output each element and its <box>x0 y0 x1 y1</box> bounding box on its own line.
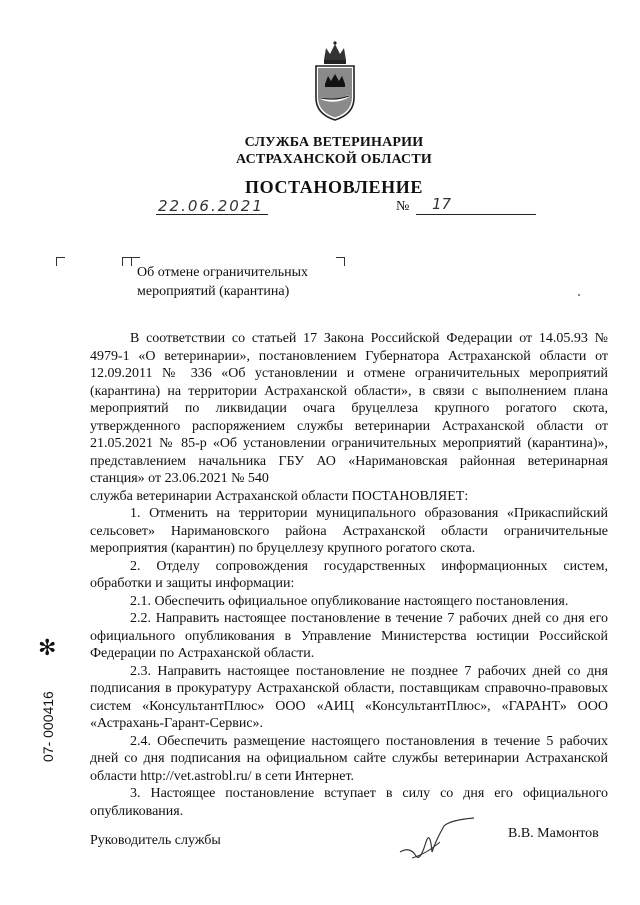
document-type-title: ПОСТАНОВЛЕНИЕ <box>245 177 423 197</box>
org-name-line2: АСТРАХАНСКОЙ ОБЛАСТИ <box>235 152 432 167</box>
clause-2: 2. Отделу сопровождения государственных информационных систем, обработки и защиты информации: <box>90 558 608 591</box>
clause-2-3: 2.3. Направить настоящее постановление не позднее 7 рабочих дней со дня подписания в прокуратуру Астраханской области, поставщикам справочно-правовых систем «КонсультантПлюс» ООО «АИЦ «КонсультантПлюс», «ГАРАНТ» ООО «Астрахань-Гарант-Сервис». <box>90 663 608 731</box>
document-subject <box>137 263 308 301</box>
document-body <box>90 330 608 820</box>
subject-corner-left-a <box>122 257 131 266</box>
number-underline <box>416 214 536 215</box>
clause-2-1: 2.1. Обеспечить официальное опубликование настоящего постановления. <box>130 593 569 609</box>
clause-1: 1. Отменить на территории муниципального образования «Прикаспийский сельсовет» Наримановского района Астраханской области ограничительные мероприятия (карантин) по бруцеллезу крупного рогатого скота. <box>90 506 608 556</box>
subject-corner-right <box>336 257 345 266</box>
scan-speck <box>578 294 580 296</box>
subject-line1: Об отмене ограничительных <box>137 265 309 280</box>
handwritten-signature <box>396 812 476 864</box>
signer-name: В.В. Мамонтов <box>508 826 599 841</box>
document-date: 22.06.2021 <box>158 197 264 215</box>
signer-title: Руководитель службы <box>90 833 221 848</box>
margin-corner-left <box>56 257 65 266</box>
preamble-paragraph: В соответствии со статьей 17 Закона Российской Федерации от 14.05.93 № 4979-1 «О ветеринарии», постановлением Губернатора Астраханской области от 12.09.2011 № 336 «Об установлении и отмене ограничительных мероприятий (карантина) на территории Астраханской области», в связи с выполнением плана мероприятий по ликвидации очага бруцеллеза крупного рогатого скота, утвержденного распоряжением службы ветеринарии Астраханской области от 21.05.2021 № 85-р «Об установлении ограничительных мероприятий (карантина)», представлением начальника ГБУ АО «Наримановская районная ветеринарная станция» от 23.06.2021 № 540 <box>90 331 608 486</box>
margin-star-mark: ✻ <box>38 636 57 661</box>
clause-3: 3. Настоящее постановление вступает в силу со дня его официального опубликования. <box>90 786 608 819</box>
number-sign: № <box>396 199 410 214</box>
coat-of-arms-icon <box>310 40 360 122</box>
registration-number: 07- 000416 <box>40 691 56 762</box>
document-number: 17 <box>432 195 452 213</box>
org-name-line1: СЛУЖБА ВЕТЕРИНАРИИ <box>244 135 424 150</box>
date-underline <box>156 214 268 215</box>
resolves-line: служба ветеринарии Астраханской области ПОСТАНОВЛЯЕТ: <box>90 488 469 504</box>
clause-2-2: 2.2. Направить настоящее постановление в течение 7 рабочих дней со дня его официального опубликования в Управление Министерства юстиции Российской Федерации по Астраханской области. <box>90 611 608 661</box>
subject-line2: мероприятий (карантина) <box>137 284 290 299</box>
clause-2-4: 2.4. Обеспечить размещение настоящего постановления в течение 5 рабочих дней со дня подписания на официальном сайте службы ветеринарии Астраханской области http://vet.astrobl.ru/ в сети Интернет. <box>90 733 608 784</box>
